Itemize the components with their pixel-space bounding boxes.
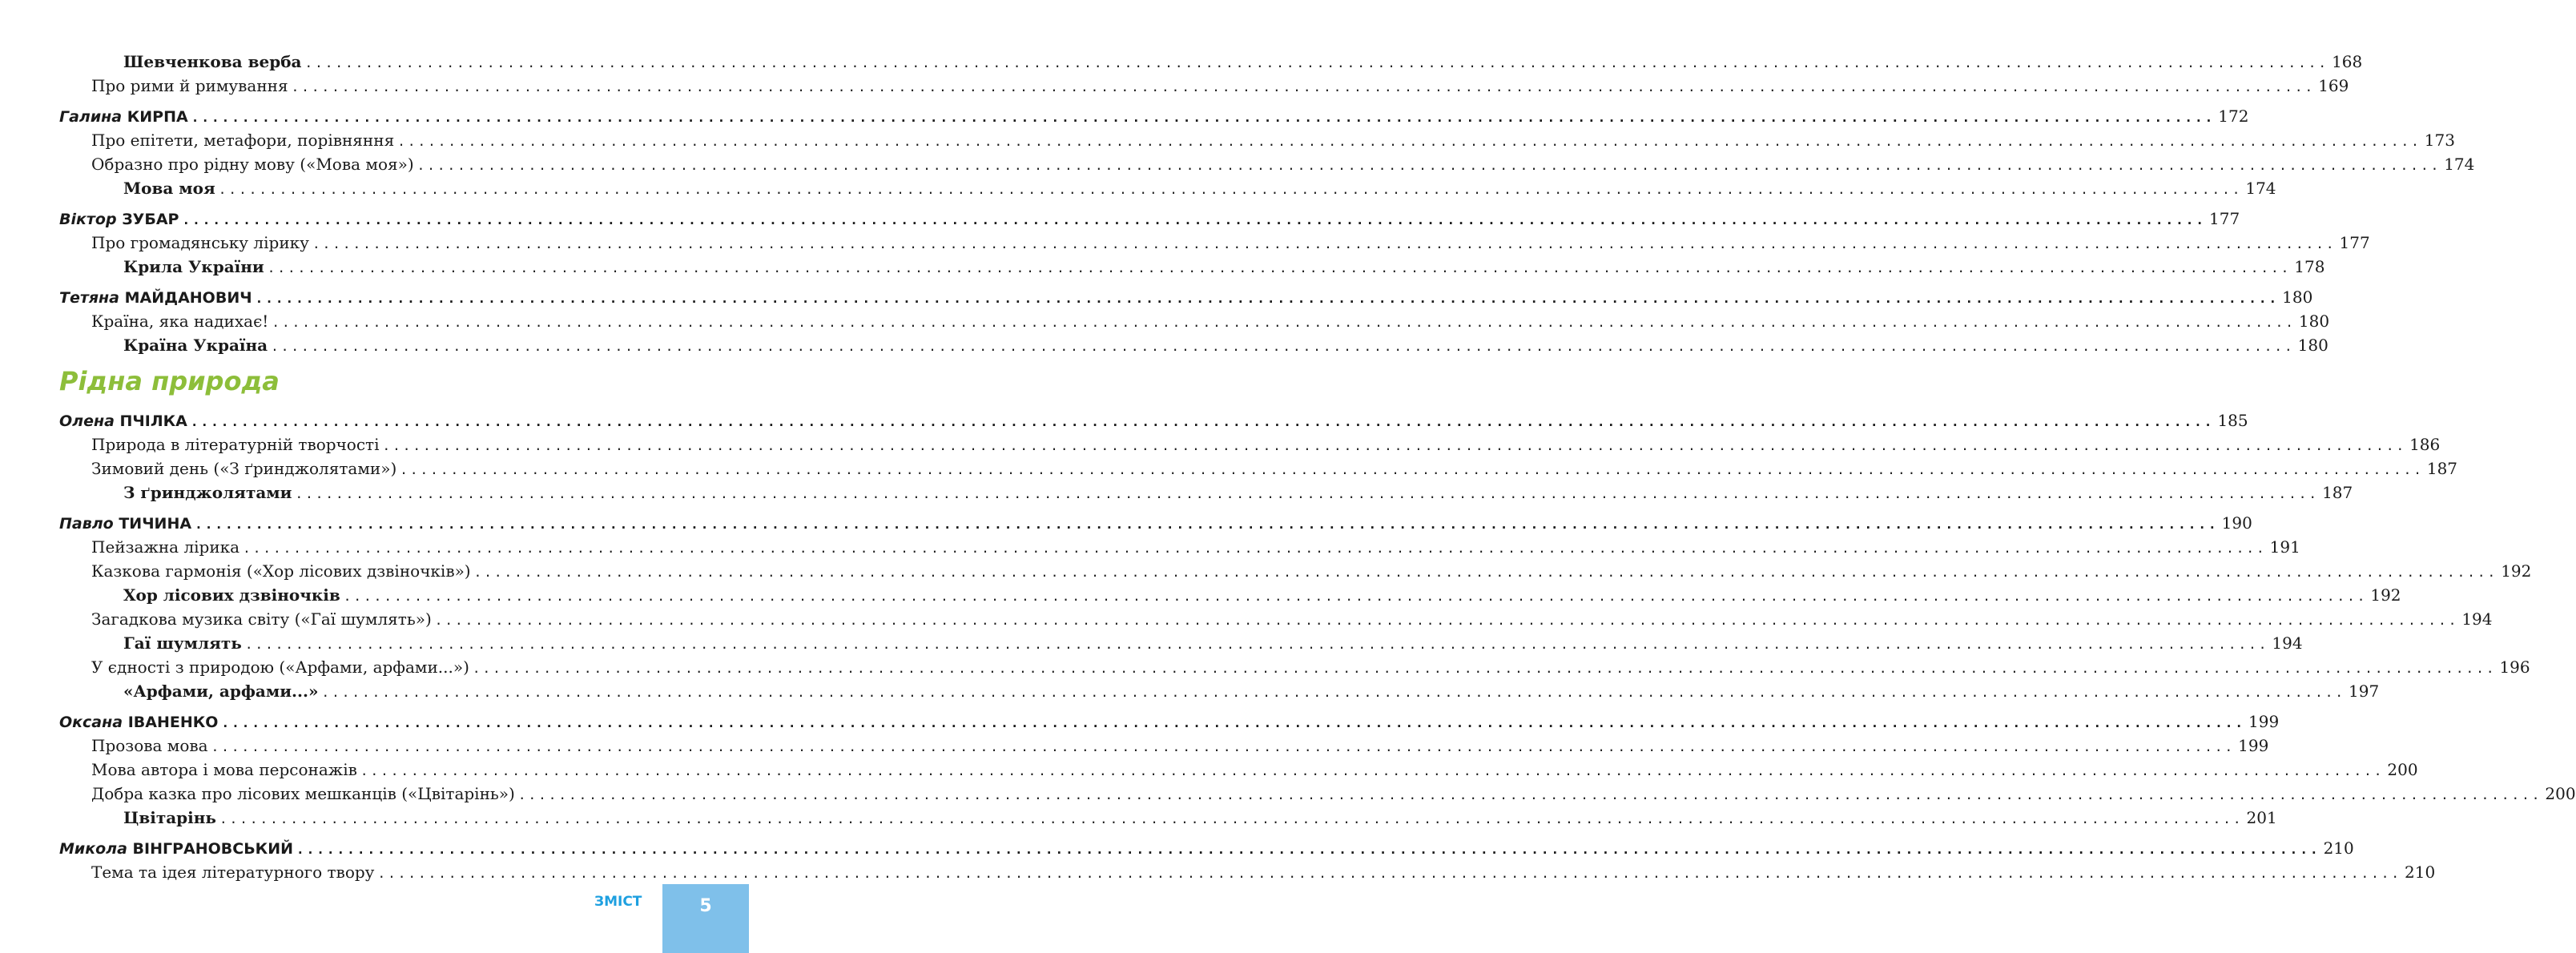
entry-page-number: 177 — [2209, 209, 2240, 228]
entry-title: Мова автора і мова персонажів — [91, 760, 357, 779]
entry-page-number: 172 — [2218, 107, 2249, 126]
toc-topic-row[interactable] — [59, 607, 2493, 631]
toc-author-row[interactable] — [59, 710, 2280, 734]
toc-topic-row[interactable] — [59, 559, 2532, 583]
entry-title: Пейзажна лірика — [91, 537, 240, 557]
dot-leader: ........................................................................................................................................................................................................ — [267, 260, 2292, 275]
toc-topic-row[interactable] — [59, 309, 2330, 333]
author-first-name: Павло — [59, 515, 114, 533]
toc-author-row[interactable] — [59, 408, 2248, 432]
author-last-name: ЗУБАР — [122, 211, 179, 228]
dot-leader: ........................................................................................................................................................................................................ — [360, 763, 2385, 778]
entry-page-number: 180 — [2297, 336, 2328, 355]
dot-leader: ........................................................................................................................................................................................................ — [271, 339, 2295, 354]
toc-topic-row[interactable] — [59, 128, 2455, 152]
author-last-name: ПЧІЛКА — [119, 412, 187, 430]
entry-page-number: 192 — [2370, 585, 2401, 605]
dot-leader: ........................................................................................................................................................................................................ — [291, 79, 2316, 94]
dot-leader: ........................................................................................................................................................................................................ — [244, 637, 2269, 652]
toc-author-row[interactable] — [59, 836, 2354, 860]
author-last-name: ТИЧИНА — [119, 515, 192, 533]
toc-work-row[interactable] — [59, 806, 2277, 830]
entry-page-number: 194 — [2272, 633, 2303, 653]
entry-title: Про епітети, метафори, порівняння — [91, 131, 395, 150]
author-first-name: Тетяна — [59, 289, 120, 307]
dot-leader: ........................................................................................................................................................................................................ — [211, 739, 2236, 754]
entry-page-number: 169 — [2318, 76, 2349, 95]
toc-author-row[interactable] — [59, 511, 2252, 535]
dot-leader: ........................................................................................................................................................................................................ — [377, 866, 2401, 881]
author-name — [59, 512, 191, 536]
entry-page-number: 173 — [2424, 131, 2455, 150]
entry-page-number: 168 — [2332, 52, 2363, 71]
toc-work-row[interactable] — [59, 255, 2325, 279]
dot-leader: ........................................................................................................................................................................................................ — [472, 661, 2497, 676]
toc-author-row[interactable] — [59, 104, 2249, 128]
entry-title: Хор лісових дзвіночків — [123, 585, 340, 605]
toc-topic-row[interactable] — [59, 782, 2576, 806]
toc-work-row[interactable] — [59, 679, 2380, 703]
entry-title: Зимовий день («З ґринджолятами») — [91, 459, 397, 478]
entry-page-number: 187 — [2426, 459, 2458, 478]
dot-leader: ........................................................................................................................................................................................................ — [243, 541, 2267, 556]
toc-topic-row[interactable] — [59, 231, 2370, 255]
dot-leader: ........................................................................................................................................................................................................ — [312, 236, 2337, 251]
entry-title: Мова моя — [123, 179, 215, 198]
toc-work-row[interactable] — [59, 481, 2353, 505]
dot-leader: ........................................................................................................................................................................................................ — [296, 842, 2320, 857]
entry-title: Добра казка про лісових мешканців («Цвітарінь») — [91, 784, 515, 803]
dot-leader: ........................................................................................................................................................................................................ — [195, 517, 2219, 532]
entry-page-number: 196 — [2499, 657, 2530, 677]
dot-leader: ........................................................................................................................................................................................................ — [221, 715, 2246, 730]
author-name — [59, 286, 252, 310]
entry-page-number: 192 — [2501, 561, 2532, 581]
entry-title: Тема та ідея літературного твору — [91, 863, 375, 882]
entry-title: Про громадянську лірику — [91, 233, 309, 252]
entry-title: Образно про рідну мову («Мова моя») — [91, 155, 414, 174]
toc-topic-row[interactable] — [59, 432, 2441, 456]
entry-title: Гаї шумлять — [123, 633, 242, 653]
entry-page-number: 210 — [2323, 838, 2354, 858]
toc-work-row[interactable] — [59, 50, 2363, 74]
footer-section-label: ЗМІСТ — [594, 894, 642, 910]
entry-page-number: 199 — [2238, 736, 2269, 755]
dot-leader: ........................................................................................................................................................................................................ — [272, 315, 2296, 330]
toc-work-row[interactable] — [59, 176, 2276, 200]
toc-author-row[interactable] — [59, 207, 2240, 231]
author-first-name: Галина — [59, 108, 123, 126]
dot-leader: ........................................................................................................................................................................................................ — [304, 55, 2329, 70]
entry-page-number: 187 — [2322, 483, 2353, 502]
dot-leader: ........................................................................................................................................................................................................ — [190, 414, 2215, 429]
dot-leader: ........................................................................................................................................................................................................ — [182, 212, 2207, 227]
entry-title: Казкова гармонія («Хор лісових дзвіночків») — [91, 561, 471, 581]
entry-title: Країна Україна — [123, 336, 268, 355]
entry-title: «Арфами, арфами...» — [123, 682, 319, 701]
author-first-name: Віктор — [59, 211, 117, 228]
dot-leader: ........................................................................................................................................................................................................ — [255, 291, 2280, 306]
entry-title: Прозова мова — [91, 736, 208, 755]
dot-leader: ........................................................................................................................................................................................................ — [219, 811, 2244, 826]
dot-leader: ........................................................................................................................................................................................................ — [321, 685, 2345, 700]
entry-page-number: 194 — [2461, 609, 2493, 629]
entry-page-number: 197 — [2349, 682, 2380, 701]
author-first-name: Микола — [59, 840, 127, 858]
toc-topic-row[interactable] — [59, 535, 2300, 559]
author-name — [59, 207, 179, 231]
entry-title: Про рими й римування — [91, 76, 288, 95]
author-name — [59, 409, 187, 433]
dot-leader: ........................................................................................................................................................................................................ — [218, 182, 2243, 197]
toc-topic-row[interactable] — [59, 860, 2436, 884]
page-number-box — [662, 884, 749, 953]
toc-topic-row[interactable] — [59, 734, 2269, 758]
entry-page-number: 174 — [2444, 155, 2475, 174]
page-number: 5 — [699, 896, 712, 916]
toc-topic-row[interactable] — [59, 456, 2458, 481]
author-last-name: ІВАНЕНКО — [127, 714, 219, 731]
entry-title: Цвітарінь — [123, 808, 216, 827]
entry-page-number: 177 — [2339, 233, 2370, 252]
toc-topic-row[interactable] — [59, 74, 2349, 98]
entry-title: У єдності з природою («Арфами, арфами...») — [91, 657, 469, 677]
entry-title: Загадкова музика світу («Гаї шумлять») — [91, 609, 432, 629]
entry-page-number: 201 — [2246, 808, 2277, 827]
table-of-contents — [59, 50, 2576, 884]
entry-page-number: 210 — [2405, 863, 2436, 882]
entry-page-number: 185 — [2217, 411, 2248, 430]
entry-page-number: 199 — [2248, 712, 2280, 731]
dot-leader: ........................................................................................................................................................................................................ — [343, 589, 2368, 604]
entry-page-number: 190 — [2221, 513, 2252, 533]
author-name — [59, 105, 188, 129]
toc-work-row[interactable] — [59, 583, 2401, 607]
dot-leader: ........................................................................................................................................................................................................ — [191, 110, 2216, 125]
author-last-name: ВІНГРАНОВСЬКИЙ — [132, 840, 294, 858]
author-name — [59, 837, 293, 861]
toc-author-row[interactable] — [59, 285, 2313, 309]
entry-page-number: 178 — [2294, 257, 2325, 276]
author-first-name: Олена — [59, 412, 115, 430]
author-last-name: КИРПА — [127, 108, 188, 126]
author-first-name: Оксана — [59, 714, 123, 731]
entry-title: Шевченкова верба — [123, 52, 302, 71]
dot-leader: ........................................................................................................................................................................................................ — [517, 787, 2542, 802]
entry-page-number: 200 — [2545, 784, 2576, 803]
dot-leader: ........................................................................................................................................................................................................ — [473, 565, 2498, 580]
entry-page-number: 180 — [2298, 312, 2330, 331]
entry-title: Країна, яка надихає! — [91, 312, 269, 331]
dot-leader: ........................................................................................................................................................................................................ — [397, 134, 2421, 149]
entry-page-number: 191 — [2269, 537, 2300, 557]
entry-page-number: 200 — [2387, 760, 2418, 779]
dot-leader: ........................................................................................................................................................................................................ — [434, 613, 2459, 628]
toc-topic-row[interactable] — [59, 758, 2418, 782]
entry-page-number: 180 — [2282, 288, 2313, 307]
author-name — [59, 710, 218, 734]
toc-work-row[interactable] — [59, 631, 2303, 655]
toc-topic-row[interactable] — [59, 152, 2475, 176]
dot-leader: ........................................................................................................................................................................................................ — [400, 462, 2424, 477]
entry-title: Крила України — [123, 257, 264, 276]
dot-leader: ........................................................................................................................................................................................................ — [417, 158, 2441, 173]
entry-page-number: 186 — [2409, 435, 2441, 454]
section-heading: Рідна природа — [59, 366, 280, 396]
entry-title: З ґринджолятами — [123, 483, 292, 502]
toc-topic-row[interactable] — [59, 655, 2530, 679]
toc-work-row[interactable] — [59, 333, 2328, 357]
dot-leader: ........................................................................................................................................................................................................ — [382, 438, 2407, 453]
entry-page-number: 174 — [2245, 179, 2276, 198]
author-last-name: МАЙДАНОВИЧ — [124, 289, 252, 307]
dot-leader: ........................................................................................................................................................................................................ — [295, 486, 2320, 501]
entry-title: Природа в літературній творчості — [91, 435, 380, 454]
